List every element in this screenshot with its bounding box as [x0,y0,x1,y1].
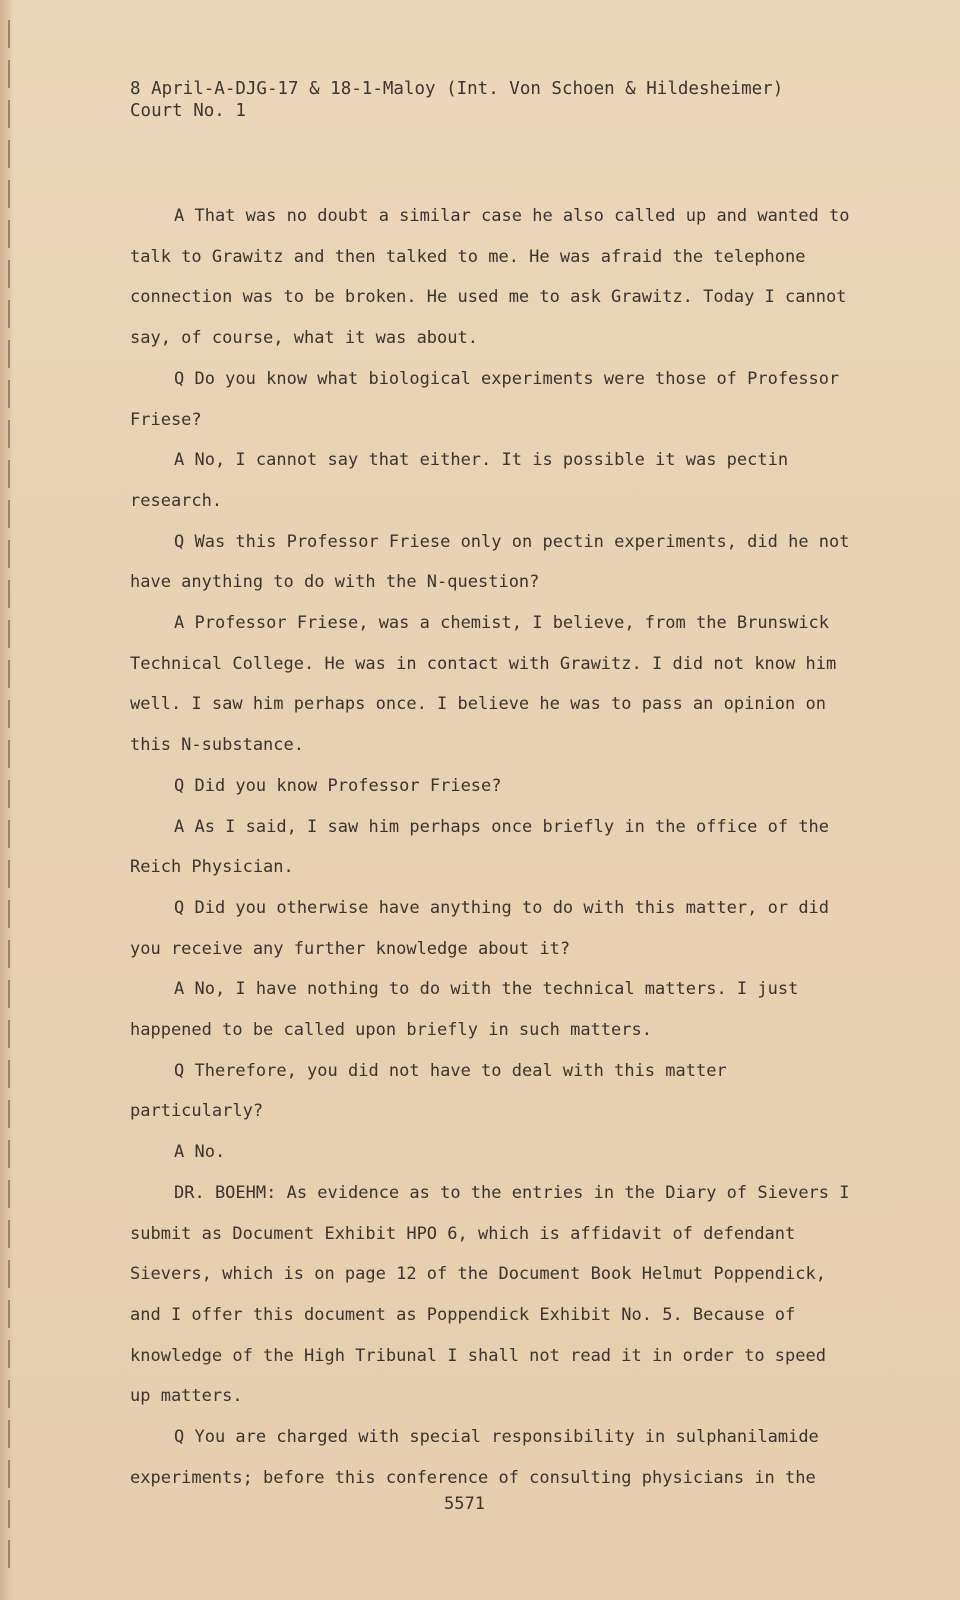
header-session-line: 8 April-A-DJG-17 & 18-1-Maloy (Int. Von Schoen & Hildesheimer) [130,79,784,99]
question-paragraph: Q Did you otherwise have anything to do with this matter, or did you receive any further knowledge about it? [130,897,830,959]
answer-paragraph: A As I said, I saw him perhaps once briefly in the office of the Reich Physician. [130,816,830,878]
torn-left-edge [0,0,14,1600]
transcript-body [130,196,850,1499]
answer-paragraph: A That was no doubt a similar case he also called up and wanted to talk to Grawitz and then talked to me. He was afraid the telephone connection was to be broken. He used me to ask Grawitz. Today I cannot say, of course, what it was about. [130,206,850,349]
question-paragraph: Q You are charged with special responsibility in sulphanilamide experiments; before this conference of consulting physicians in the [130,1427,819,1488]
page-number: 5571 [444,1494,485,1514]
answer-paragraph: A No, I have nothing to do with the technical matters. I just happened to be called upon briefly in such matters. [130,979,799,1041]
question-paragraph: Q Was this Professor Friese only on pectin experiments, did he not have anything to do with the N-question? [130,531,850,593]
answer-paragraph: A No, I cannot say that either. It is possible it was pectin research. [130,450,789,511]
header-court-line: Court No. 1 [130,101,246,121]
question-paragraph: Q Do you know what biological experiments were those of Professor Friese? [130,368,840,430]
question-paragraph: Q Therefore, you did not have to deal with this matter particularly? [130,1060,727,1122]
answer-paragraph: A No. [174,1142,226,1163]
binding-holes [8,20,10,1580]
question-paragraph: Q Did you know Professor Friese? [174,775,502,796]
transcript-header [130,78,783,122]
counsel-statement: DR. BOEHM: As evidence as to the entries in the Diary of Sievers I submit as Document Exhibit HPO 6, which is affidavit of defendant Sievers, which is on page 12 of the Document Book Helmut Poppendick, and I offer this document as Poppendick Exhibit No. 5. Because of knowledge of the High Tribunal I shall not read it in order to speed up matters. [130,1182,850,1407]
answer-paragraph: A Professor Friese, was a chemist, I believe, from the Brunswick Technical College. He was in contact with Grawitz. I did not know him well. I saw him perhaps once. I believe he was to pass an opinion on this N-substance. [130,613,837,756]
